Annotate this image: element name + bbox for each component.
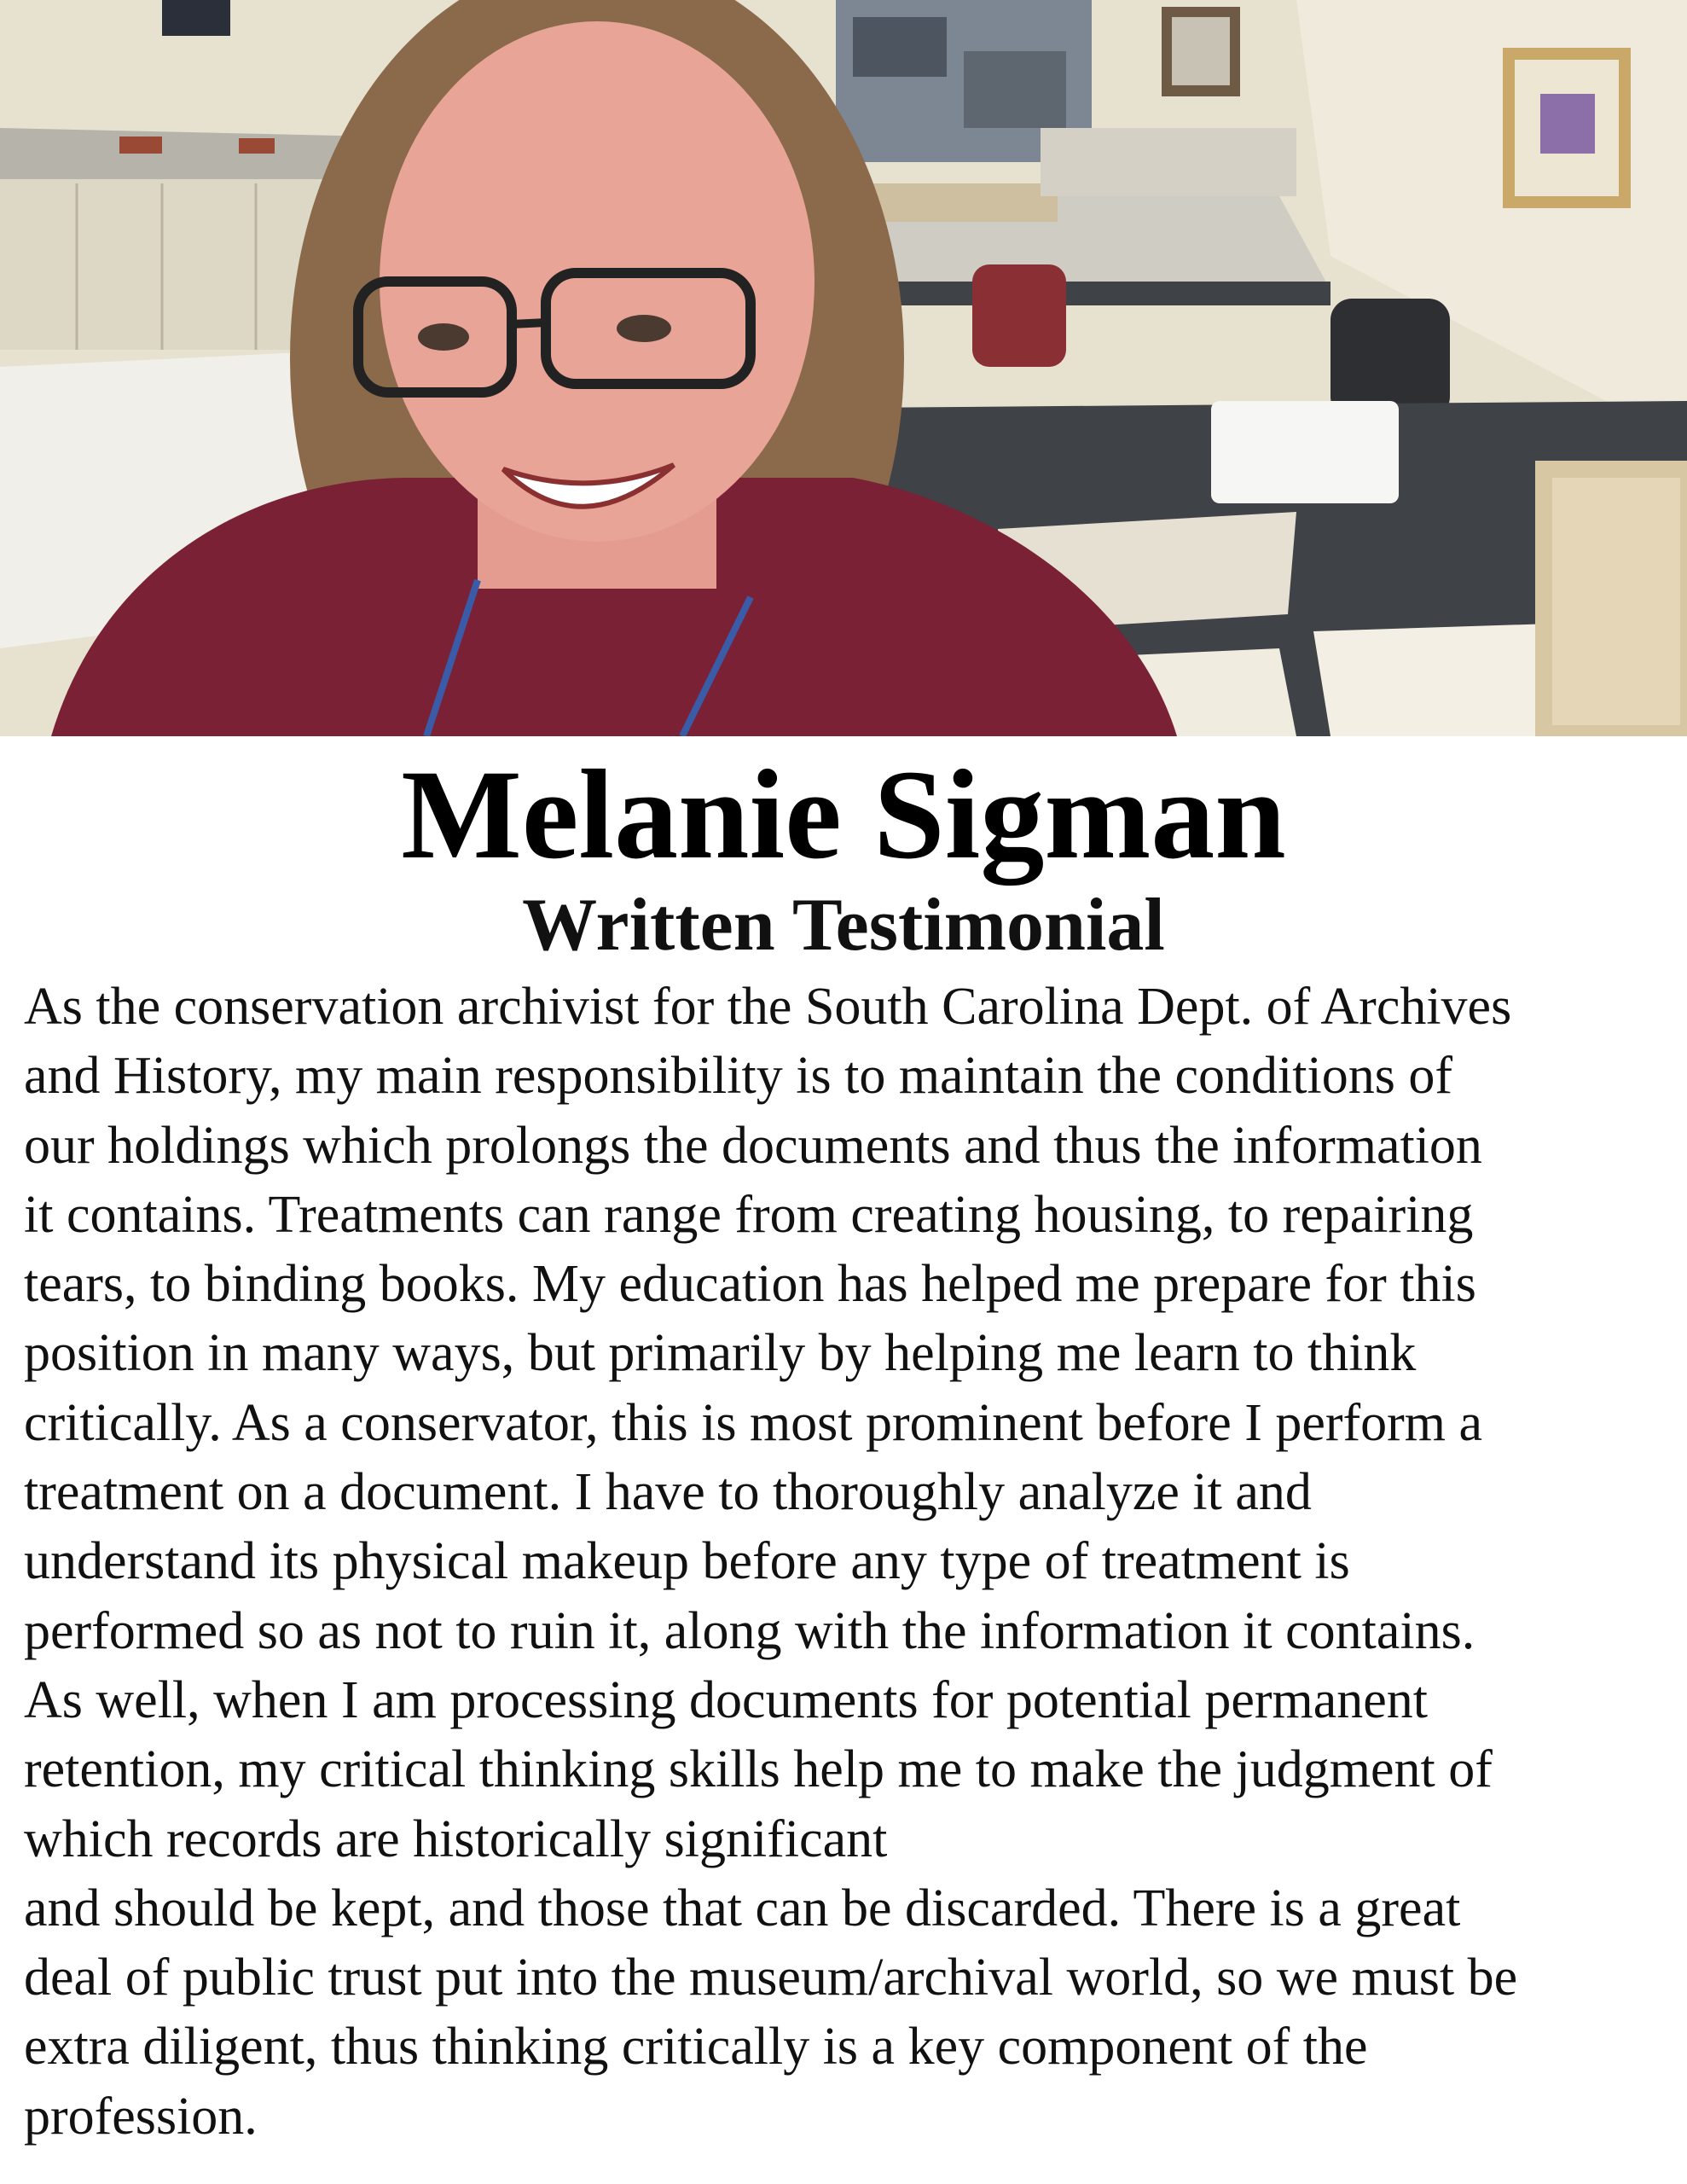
testimonial-line: profession. bbox=[24, 2087, 258, 2146]
testimonial-line: and History, my main responsibility is to maintain the conditions of bbox=[24, 1047, 1452, 1106]
testimonial-line: understand its physical makeup before any type of treatment is bbox=[24, 1532, 1350, 1591]
testimonial-line: performed so as not to ruin it, along with the information it contains. bbox=[24, 1601, 1475, 1660]
testimonial-line: and should be kept, and those that can be discarded. There is a great bbox=[24, 1879, 1461, 1937]
testimonial-line: treatment on a document. I have to thoroughly analyze it and bbox=[24, 1463, 1312, 1522]
testimonial-line: critically. As a conservator, this is most prominent before I perform a bbox=[24, 1393, 1483, 1452]
portrait-photo bbox=[0, 0, 1687, 736]
testimonial-line: tears, to binding books. My education has helped me prepare for this bbox=[24, 1255, 1476, 1314]
wall-frame-1 bbox=[162, 0, 230, 36]
testimonial-line: our holdings which prolongs the documents and thus the information bbox=[24, 1116, 1482, 1175]
testimonial-line: deal of public trust put into the museum/archival world, so we must be bbox=[24, 1949, 1518, 2007]
testimonial-line: it contains. Treatments can range from creating housing, to repairing bbox=[24, 1185, 1474, 1244]
testimonial-line: extra diligent, thus thinking critically is a key component of the bbox=[24, 2018, 1368, 2077]
testimonial-line: As well, when I am processing documents for potential permanent bbox=[24, 1670, 1428, 1729]
page-subtitle: Written Testimonial bbox=[522, 884, 1165, 967]
page-title: Melanie Sigman bbox=[401, 744, 1286, 886]
testimonial-line: retention, my critical thinking skills help me to make the judgment of bbox=[24, 1740, 1493, 1799]
testimonial-line: which records are historically significant bbox=[24, 1809, 888, 1868]
testimonial-line: As the conservation archivist for the South Carolina Dept. of Archives bbox=[24, 978, 1512, 1036]
testimonial-line: position in many ways, but primarily by helping me learn to think bbox=[24, 1324, 1417, 1383]
lab-selfie-illustration bbox=[0, 0, 1687, 736]
testimonial-body bbox=[24, 973, 1674, 2152]
